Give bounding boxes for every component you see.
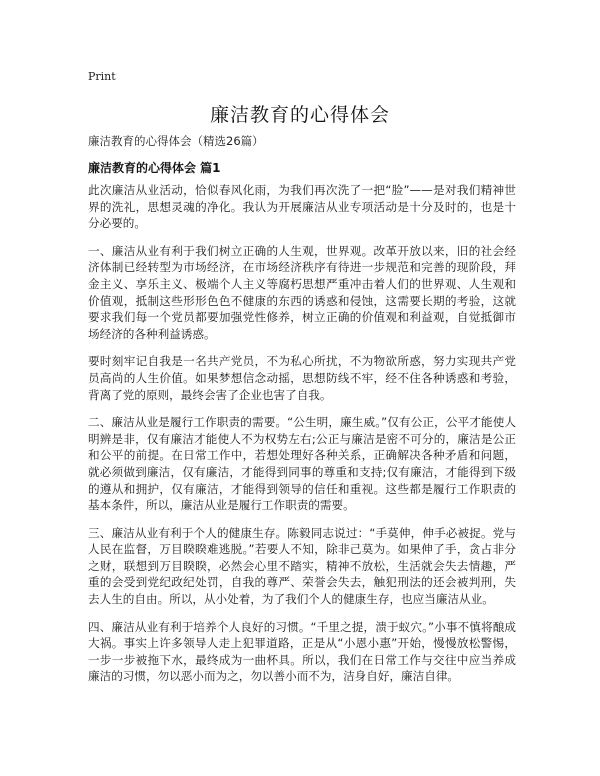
paragraph-intro: 此次廉洁从业活动，恰似春风化雨，为我们再次洗了一把“脸”——是对我们精神世界的洗礼，思想灵魂的净化。我认为开展廉洁从业专项活动是十分及时的，也是十分必要的。: [88, 183, 516, 231]
paragraph-point-two: 二、廉洁从业是履行工作职责的需要。“公生明，廉生威。”仅有公正，公平才能使人明辨是非，仅有廉洁才能使人不为权势左右;公正与廉洁是密不可分的，廉洁是公正和公平的前提。在日常工作中，若想处理好各种关系，正确解决各种矛盾和问题，就必须做到廉洁，仅有廉洁，才能得到同事的尊重和支持;仅有廉洁，才能得到下级的遵从和拥护，仅有廉洁，才能得到领导的信任和重视。这些都是履行工作职责的基本条件，所以，廉洁从业是履行工作职责的需要。: [88, 415, 516, 513]
article-body: [88, 182, 516, 696]
paragraph-point-one: 一、廉洁从业有利于我们树立正确的人生观，世界观。改革开放以来，旧的社会经济体制已经转型为市场经济，在市场经济秩序有待进一步规范和完善的现阶段，拜金主义、享乐主义、极端个人主义等腐朽思想严重冲击着人们的世界观、人生观和价值观，抵制这些形形色色不健康的东西的诱惑和侵蚀，这需要长期的考验，这就要求我们每一个党员都要加强党性修养，树立正确的价值观和利益观，自觉抵御市场经济的各种利益诱惑。: [88, 243, 516, 341]
paragraph-party-member: 要时刻牢记自我是一名共产党员，不为私心所扰，不为物欲所惑，努力实现共产党员高尚的人生价值。如果梦想信念动摇，思想防线不牢，经不住各种诱惑和考验，背离了党的原则，最终会害了企业也害了自我。: [88, 354, 516, 402]
section-heading: 廉洁教育的心得体会 篇1: [88, 161, 221, 175]
page-title: 廉洁教育的心得体会: [209, 104, 390, 126]
document-subtitle: 廉洁教育的心得体会（精选26篇）: [88, 134, 264, 148]
print-label: Print: [88, 70, 116, 83]
paragraph-point-three: 三、廉洁从业有利于个人的健康生存。陈毅同志说过：“手莫伸，伸手必被捉。党与人民在监督，万目睽睽难逃脱。”若要人不知，除非己莫为。如果伸了手，贪占非分之财，联想到万目睽睽，必然会心里不踏实，精神不放松，生活就会失去情趣，严重的会受到党纪政纪处罚，自我的尊严、荣誉会失去，触犯刑法的还会被判刑，失去人生的自由。所以，从小处着，为了我们个人的健康生存，也应当廉洁从业。: [88, 525, 516, 607]
paragraph-point-four: 四、廉洁从业有利于培养个人良好的习惯。“千里之提，溃于蚁穴。”小事不慎将酿成大祸。事实上许多领导人走上犯罪道路，正是从“小恩小惠”开始，慢慢放松警惕，一步一步被拖下水，最终成为一曲杯具。所以，我们在日常工作与交往中应当养成廉洁的习惯，勿以恶小而为之，勿以善小而不为，洁身自好，廉洁自律。: [88, 619, 516, 684]
